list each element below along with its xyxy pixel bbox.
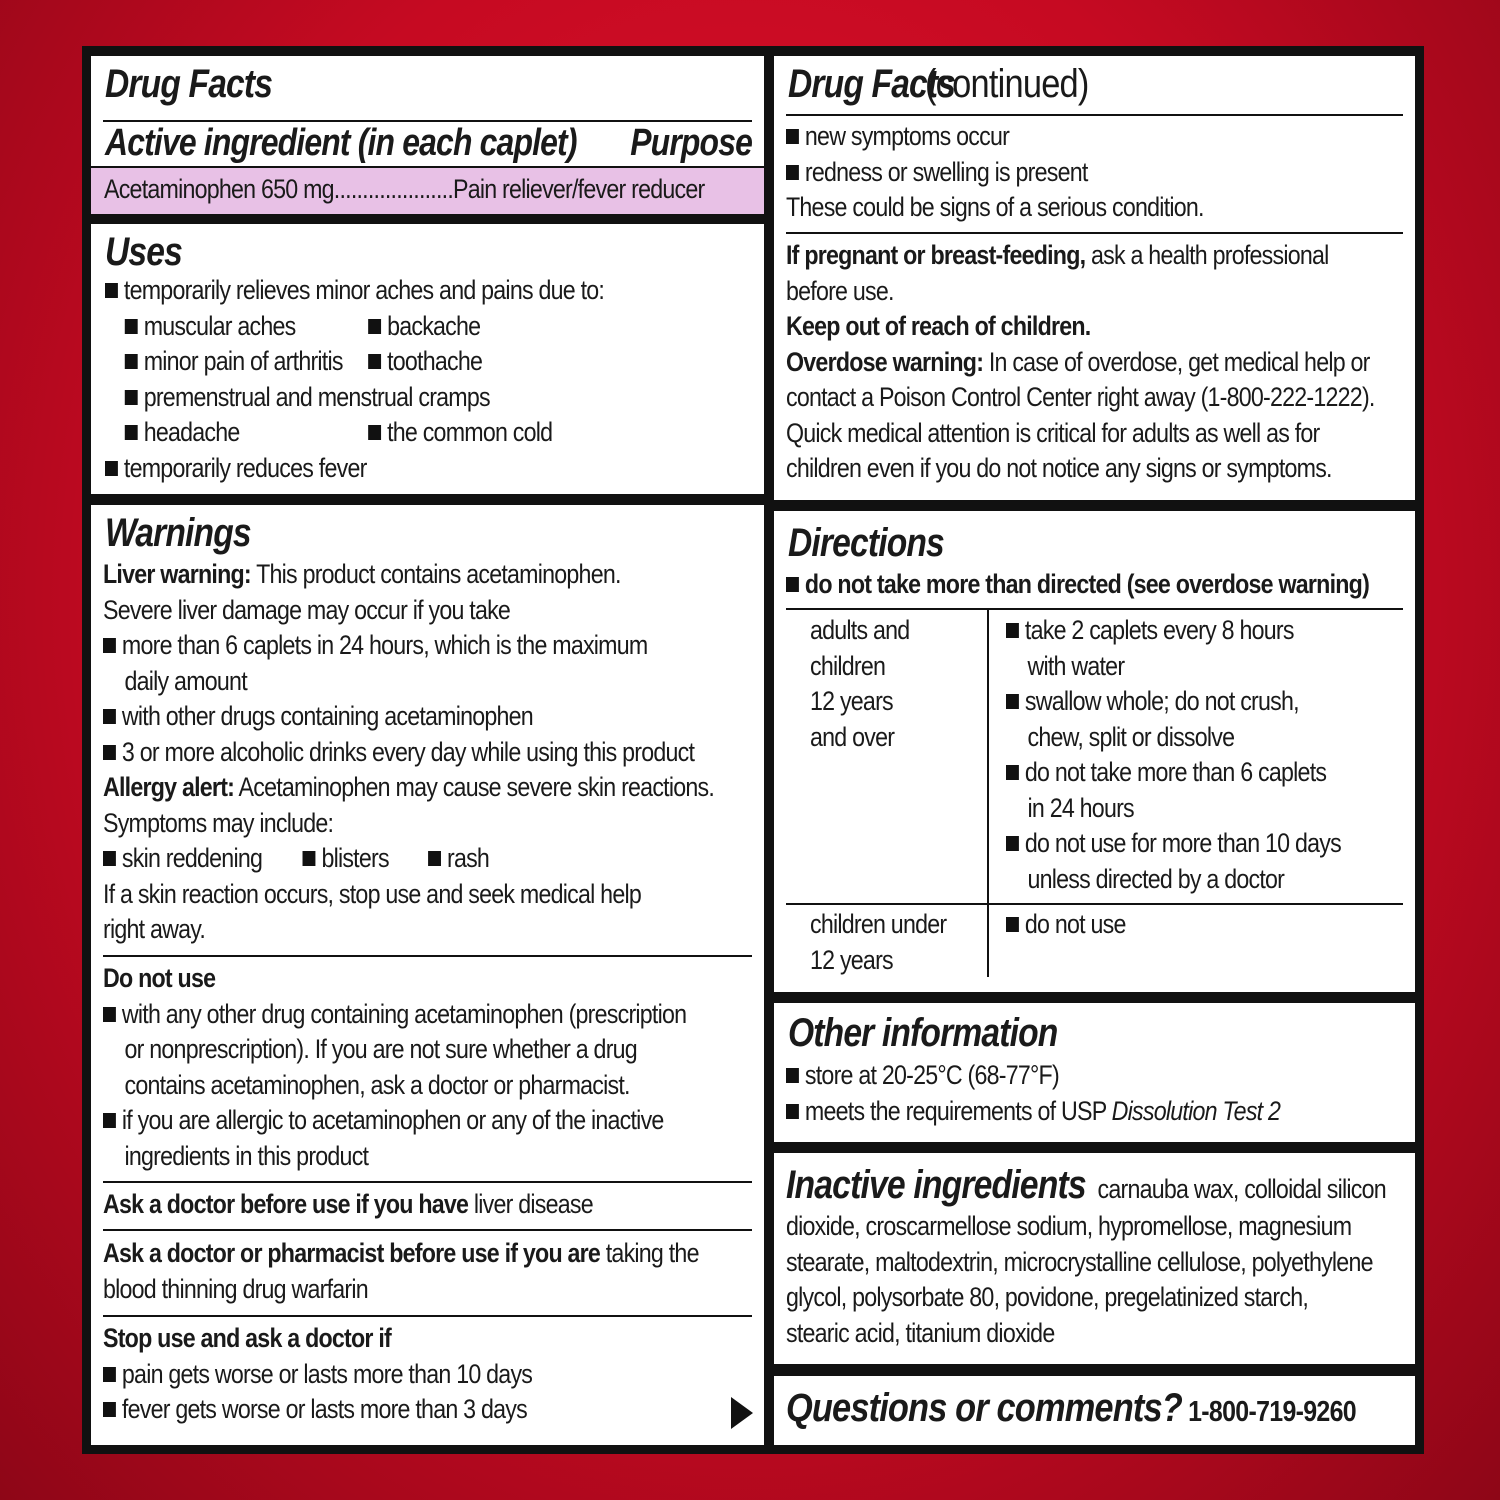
inactive-line: dioxide, croscarmellose sodium, hypromellose, magnesium [786, 1211, 1352, 1241]
uses-item: temporarily reduces fever [105, 451, 707, 487]
symptom-blisters: blisters [321, 843, 389, 873]
active-ingredient-heading: Active ingredient (in each caplet) [105, 122, 577, 164]
bullet-icon [103, 745, 116, 760]
bullet-icon [105, 461, 118, 476]
bullet-icon [786, 1068, 799, 1083]
bullet-icon [125, 425, 138, 440]
do-not-use-cont: ingredients in this product [124, 1140, 369, 1171]
inactive-line: carnauba wax, colloidal silicon [1091, 1174, 1386, 1204]
liver-warning-line: Severe liver damage may occur if you take [103, 594, 511, 625]
uses-backache: backache [387, 310, 481, 341]
overdose-line: contact a Poison Control Center right away (1-800-222-1222). [786, 382, 1375, 412]
uses-arthritis: minor pain of arthritis [143, 346, 343, 376]
allergy-alert-line: Symptoms may include: [103, 807, 334, 838]
overdose-line: children even if you do not notice any signs or symptoms. [786, 453, 1332, 483]
continued-item: redness or swelling is present [786, 155, 1388, 191]
divider [786, 903, 1403, 905]
drug-facts-title: Drug Facts [105, 62, 273, 106]
do-not-use-cont: or nonprescription). If you are not sure whether a drug [124, 1034, 637, 1064]
column-divider [987, 610, 989, 977]
uses-title: Uses [105, 230, 182, 274]
other-info-item: meets the requirements of USP Dissolution Test 2 [786, 1094, 1388, 1130]
bullet-icon [786, 129, 799, 144]
continue-arrow-icon [731, 1397, 753, 1429]
divider [103, 1315, 752, 1317]
allergy-alert: Allergy alert: Acetaminophen may cause severe skin reactions. [103, 772, 715, 802]
continued-panel [774, 56, 1415, 500]
bullet-icon [786, 577, 799, 592]
divider [103, 1229, 752, 1231]
warnings-title: Warnings [105, 511, 251, 555]
bullet-icon [303, 851, 316, 866]
purpose-heading: Purpose [630, 122, 752, 164]
uses-toothache: toothache [387, 346, 483, 376]
divider [786, 114, 1403, 116]
children-direction: do not use [1006, 907, 1126, 943]
stop-use-title: Stop use and ask a doctor if [103, 1323, 391, 1353]
bullet-icon [103, 638, 116, 653]
bullet-icon [786, 1104, 799, 1119]
bullet-icon [1006, 765, 1019, 780]
active-ingredient-line: Acetaminophen 650 mg.....................Pain reliever/fever reducer [104, 174, 705, 204]
directions-lead: do not take more than directed (see overdose warning) [786, 567, 1369, 603]
stop-use-item: fever gets worse or lasts more than 3 days [103, 1392, 705, 1428]
uses-muscular: muscular aches [143, 310, 296, 341]
do-not-use-item: if you are allergic to acetaminophen or any of the inactive [103, 1103, 705, 1139]
bullet-icon [368, 319, 381, 334]
questions-panel [774, 1376, 1415, 1445]
continued-title: Drug Facts [788, 62, 956, 106]
inactive-ingredients-title: Inactive ingredients [786, 1163, 1086, 1207]
inactive-line: glycol, polysorbate 80, povidone, pregelatinized starch, [786, 1282, 1309, 1312]
keep-out-of-reach: Keep out of reach of children. [786, 311, 1091, 341]
ask-doctor-warfarin-cont: blood thinning drug warfarin [103, 1273, 368, 1304]
bullet-icon [125, 319, 138, 334]
uses-panel [91, 224, 764, 494]
uses-headache: headache [143, 417, 240, 447]
pregnant-warning-cont: before use. [786, 275, 894, 306]
bullet-icon [368, 354, 381, 369]
other-information-title: Other information [788, 1011, 1058, 1055]
bullet-icon [1006, 694, 1019, 709]
direction-item: do not take more than 6 caplets [1006, 755, 1415, 791]
overdose-warning: Overdose warning: In case of overdose, get medical help or [786, 346, 1370, 377]
warning-item: 3 or more alcoholic drinks every day while using this product [103, 735, 705, 771]
direction-item-cont: unless directed by a doctor [1027, 863, 1285, 894]
bullet-icon [1006, 917, 1019, 932]
inactive-line: stearate, maltodextrin, microcrystalline cellulose, polyethylene [786, 1246, 1373, 1277]
warning-item: with other drugs containing acetaminophen [103, 699, 705, 735]
direction-item-cont: in 24 hours [1027, 792, 1134, 823]
uses-cold: the common cold [387, 417, 553, 447]
bullet-icon [1006, 623, 1019, 638]
symptom-reddening: skin reddening [121, 843, 263, 873]
ask-doctor-liver: Ask a doctor before use if you have liver disease [103, 1189, 593, 1219]
uses-row [105, 415, 707, 451]
adults-label: adults and children 12 years and over [810, 615, 910, 752]
questions-title: Questions or comments? [786, 1386, 1182, 1430]
skin-reaction-line: If a skin reaction occurs, stop use and seek medical help [103, 878, 641, 909]
inactive-line: stearic acid, titanium dioxide [786, 1317, 1055, 1348]
continued-suffix: (continued) [924, 62, 1089, 106]
direction-item: take 2 caplets every 8 hours [1006, 613, 1415, 649]
bullet-icon [368, 425, 381, 440]
direction-item: swallow whole; do not crush, [1006, 684, 1415, 720]
serious-condition-line: These could be signs of a serious condition. [786, 192, 1204, 222]
direction-item: do not use for more than 10 days [1006, 826, 1415, 862]
symptoms-row [103, 841, 705, 877]
bullet-icon [786, 165, 799, 180]
divider [91, 166, 764, 168]
questions-phone[interactable]: 1-800-719-9260 [1181, 1396, 1356, 1428]
do-not-use-item: with any other drug containing acetaminophen (prescription [103, 997, 705, 1033]
symptom-rash: rash [447, 843, 490, 873]
bullet-icon [125, 390, 138, 405]
active-ingredient-highlight [91, 168, 764, 214]
warning-item-cont: daily amount [124, 665, 247, 696]
bullet-icon [105, 283, 118, 298]
divider [786, 232, 1403, 234]
bullet-icon [125, 354, 138, 369]
directions-title: Directions [788, 521, 944, 565]
overdose-line: Quick medical attention is critical for adults as well as for [786, 417, 1320, 448]
bullet-icon [1006, 836, 1019, 851]
divider [103, 1181, 752, 1183]
liver-warning: Liver warning: This product contains acetaminophen. [103, 559, 621, 589]
pregnant-warning: If pregnant or breast-feeding, ask a health professional [786, 240, 1329, 270]
other-information-panel [774, 1003, 1415, 1142]
bullet-icon [428, 851, 441, 866]
inactive-ingredients-panel [774, 1153, 1415, 1364]
children-label: children under 12 years [810, 909, 947, 975]
stop-use-item: pain gets worse or lasts more than 10 days [103, 1357, 705, 1393]
uses-item: temporarily relieves minor aches and pains due to: [105, 273, 707, 309]
bullet-icon [103, 709, 116, 724]
do-not-use-cont: contains acetaminophen, ask a doctor or pharmacist. [124, 1069, 630, 1100]
adults-directions [1006, 613, 1415, 897]
uses-item: premenstrual and menstrual cramps [105, 380, 707, 416]
bullet-icon [103, 1367, 116, 1382]
bullet-icon [103, 1402, 116, 1417]
ask-doctor-warfarin: Ask a doctor or pharmacist before use if you are taking the [103, 1238, 699, 1268]
continued-item: new symptoms occur [786, 119, 1388, 155]
divider [786, 608, 1403, 610]
uses-row [105, 344, 707, 380]
bullet-icon [103, 851, 116, 866]
direction-item-cont: chew, split or dissolve [1027, 721, 1235, 752]
active-ingredient-panel [91, 56, 764, 214]
divider [103, 955, 752, 957]
warnings-panel [91, 505, 764, 1445]
do-not-use-title: Do not use [103, 963, 216, 993]
directions-panel [774, 511, 1415, 992]
skin-reaction-line: right away. [103, 914, 206, 944]
bullet-icon [103, 1113, 116, 1128]
warning-item: more than 6 caplets in 24 hours, which is the maximum [103, 628, 705, 664]
other-info-item: store at 20-25°C (68-77°F) [786, 1058, 1388, 1094]
uses-row [105, 309, 707, 345]
direction-item-cont: with water [1027, 650, 1125, 681]
bullet-icon [103, 1007, 116, 1022]
